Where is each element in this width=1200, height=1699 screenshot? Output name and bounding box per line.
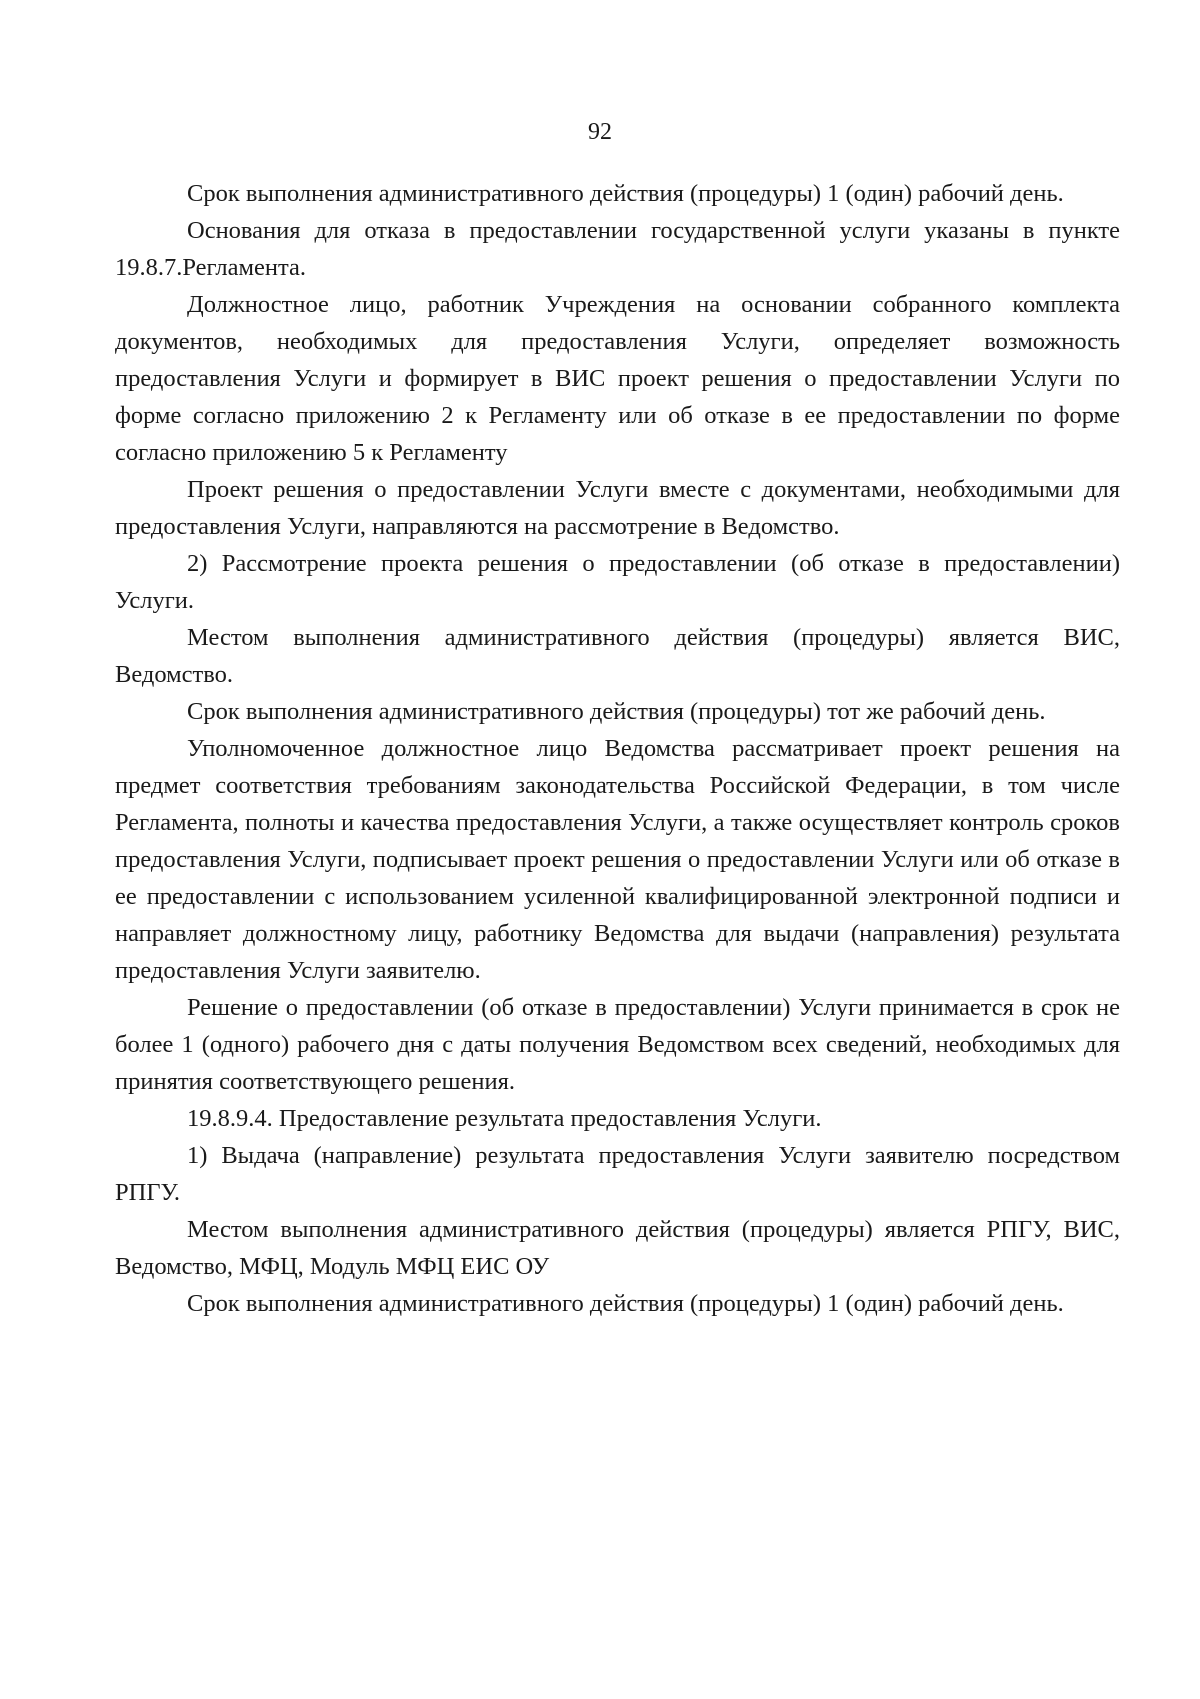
- paragraph-review-place: Местом выполнения административного действия (процедуры) является ВИС, Ведомство.: [115, 624, 1120, 688]
- paragraph-term-2: Срок выполнения административного действия (процедуры) 1 (один) рабочий день.: [187, 1290, 1064, 1317]
- paragraph-term-1: Срок выполнения административного действия (процедуры) 1 (один) рабочий день.: [187, 180, 1064, 207]
- paragraph-review-term: Срок выполнения административного действия (процедуры) тот же рабочий день.: [187, 698, 1046, 725]
- paragraph-delivery-step: 1) Выдача (направление) результата предоставления Услуги заявителю посредством РПГУ.: [115, 1142, 1120, 1206]
- text-body: [115, 175, 1120, 1322]
- paragraph-refusal-grounds: Основания для отказа в предоставлении государственной услуги указаны в пункте 19.8.7.Регламента.: [115, 217, 1120, 281]
- paragraph-review-details: Уполномоченное должностное лицо Ведомства рассматривает проект решения на предмет соответствия требованиям законодательства Российской Федерации, в том числе Регламента, полноты и качества предоставления Услуги, а также осуществляет контроль сроков предоставления Услуги, подписывает проект решения о предоставлении Услуги или об отказе в ее предоставлении с использованием усиленной квалифицированной электронной подписи и направляет должностному лицу, работнику Ведомства для выдачи (направления) результата предоставления Услуги заявителю.: [115, 735, 1120, 984]
- paragraph-review-step: 2) Рассмотрение проекта решения о предоставлении (об отказе в предоставлении) Услуги.: [115, 550, 1120, 614]
- paragraph-draft-formation: Должностное лицо, работник Учреждения на основании собранного комплекта документов, необходимых для предоставления Услуги, определяет возможность предоставления Услуги и формирует в ВИС проект решения о предоставлении Услуги по форме согласно приложению 2 к Регламенту или об отказе в ее предоставлении по форме согласно приложению 5 к Регламенту: [115, 291, 1120, 466]
- paragraph-delivery-place: Местом выполнения административного действия (процедуры) является РПГУ, ВИС, Ведомство, МФЦ, Модуль МФЦ ЕИС ОУ: [115, 1216, 1120, 1280]
- paragraph-section-heading: 19.8.9.4. Предоставление результата предоставления Услуги.: [187, 1105, 822, 1132]
- page-number: 92: [588, 119, 612, 145]
- paragraph-draft-submission: Проект решения о предоставлении Услуги вместе с документами, необходимыми для предоставления Услуги, направляются на рассмотрение в Ведомство.: [115, 476, 1120, 540]
- paragraph-decision-term: Решение о предоставлении (об отказе в предоставлении) Услуги принимается в срок не более 1 (одного) рабочего дня с даты получения Ведомством всех сведений, необходимых для принятия соответствующего решения.: [115, 994, 1120, 1095]
